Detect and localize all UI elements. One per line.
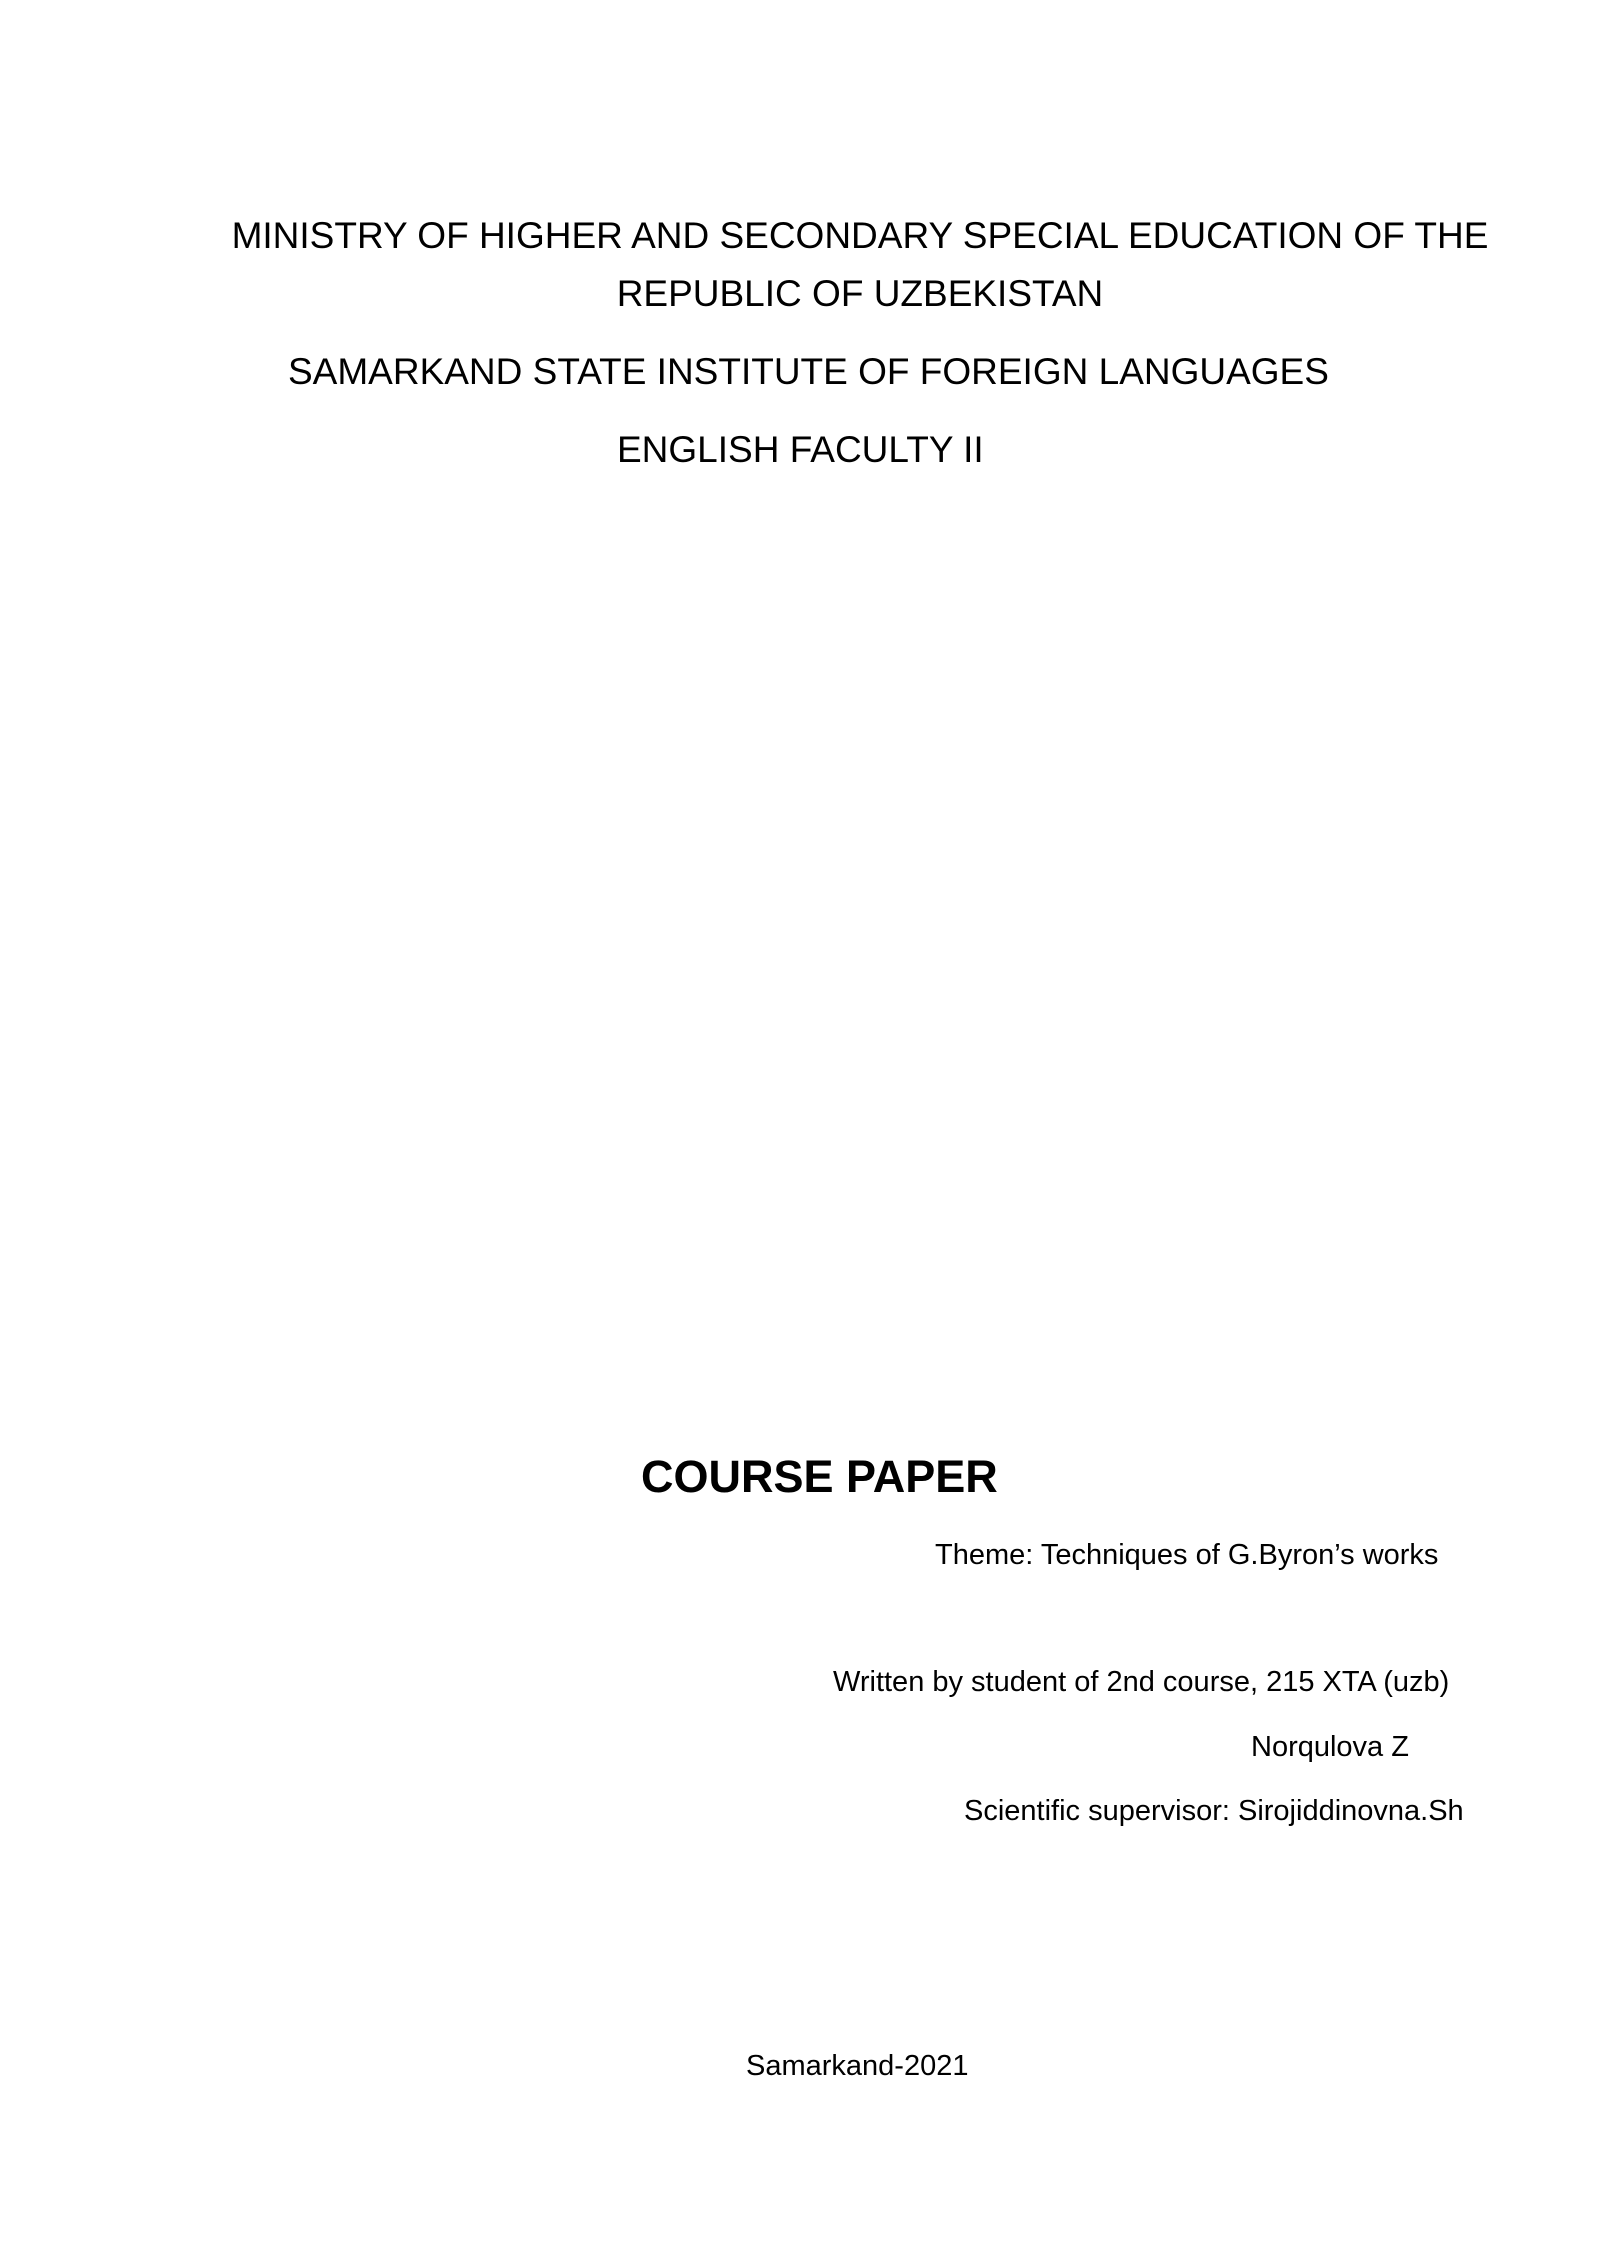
supervisor-line: Scientific supervisor: Sirojiddinovna.Sh (964, 1795, 1464, 1827)
ministry-heading-line-1: MINISTRY OF HIGHER AND SECONDARY SPECIAL EDUCATION OF THE (231, 215, 1489, 256)
theme-line: Theme: Techniques of G.Byron’s works (935, 1539, 1439, 1571)
ministry-heading-line-2: REPUBLIC OF UZBEKISTAN (616, 273, 1104, 314)
institute-heading: SAMARKAND STATE INSTITUTE OF FOREIGN LANGUAGES (288, 351, 1329, 392)
written-by-line: Written by student of 2nd course, 215 XTA (uzb) (833, 1666, 1450, 1698)
faculty-heading: ENGLISH FACULTY II (617, 429, 984, 470)
city-year-footer: Samarkand-2021 (746, 2050, 969, 2082)
author-name: Norqulova Z (1251, 1731, 1409, 1763)
document-title: COURSE PAPER (641, 1451, 998, 1502)
